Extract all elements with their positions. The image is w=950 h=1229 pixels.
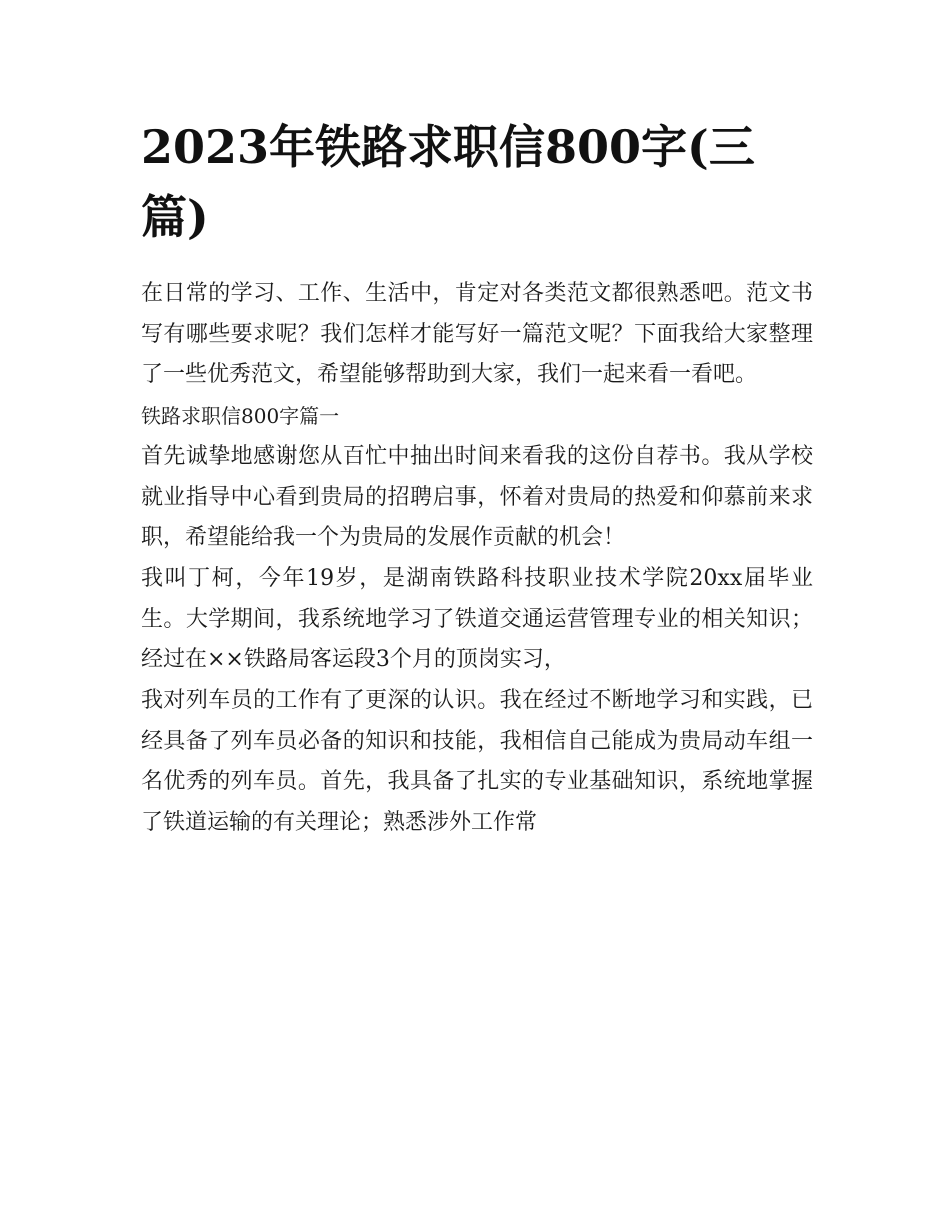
intro-paragraph: 在日常的学习、工作、生活中，肯定对各类范文都很熟悉吧。范文书写有哪些要求呢？我们怎样才能写好一篇范文呢？下面我给大家整理了一些优秀范文，希望能够帮助到大家，我们一起来看一看吧。 [141,281,813,388]
document-title: 2023年铁路求职信800字(三篇) [141,120,755,244]
body-paragraph-3: 我对列车员的工作有了更深的认识。我在经过不断地学习和实践，已经具备了列车员必备的知识和技能，我相信自己能成为贵局动车组一名优秀的列车员。首先，我具备了扎实的专业基础知识，系统地掌握了铁道运输的有关理论；熟悉涉外工作常 [141,688,813,836]
document-page [141,112,813,844]
document-body [141,274,813,844]
body-paragraph-2: 我叫丁柯，今年19岁，是湖南铁路科技职业技术学院20xx届毕业生。大学期间，我系统地学习了铁道交通运营管理专业的相关知识；经过在××铁路局客运段3个月的顶岗实习， [141,565,813,673]
body-paragraph-1: 首先诚挚地感谢您从百忙中抽出时间来看我的这份自荐书。我从学校就业指导中心看到贵局的招聘启事，怀着对贵局的热爱和仰慕前来求职，希望能给我一个为贵局的发展作贡献的机会！ [141,443,813,551]
section-heading: 铁路求职信800字篇一 [141,404,340,429]
